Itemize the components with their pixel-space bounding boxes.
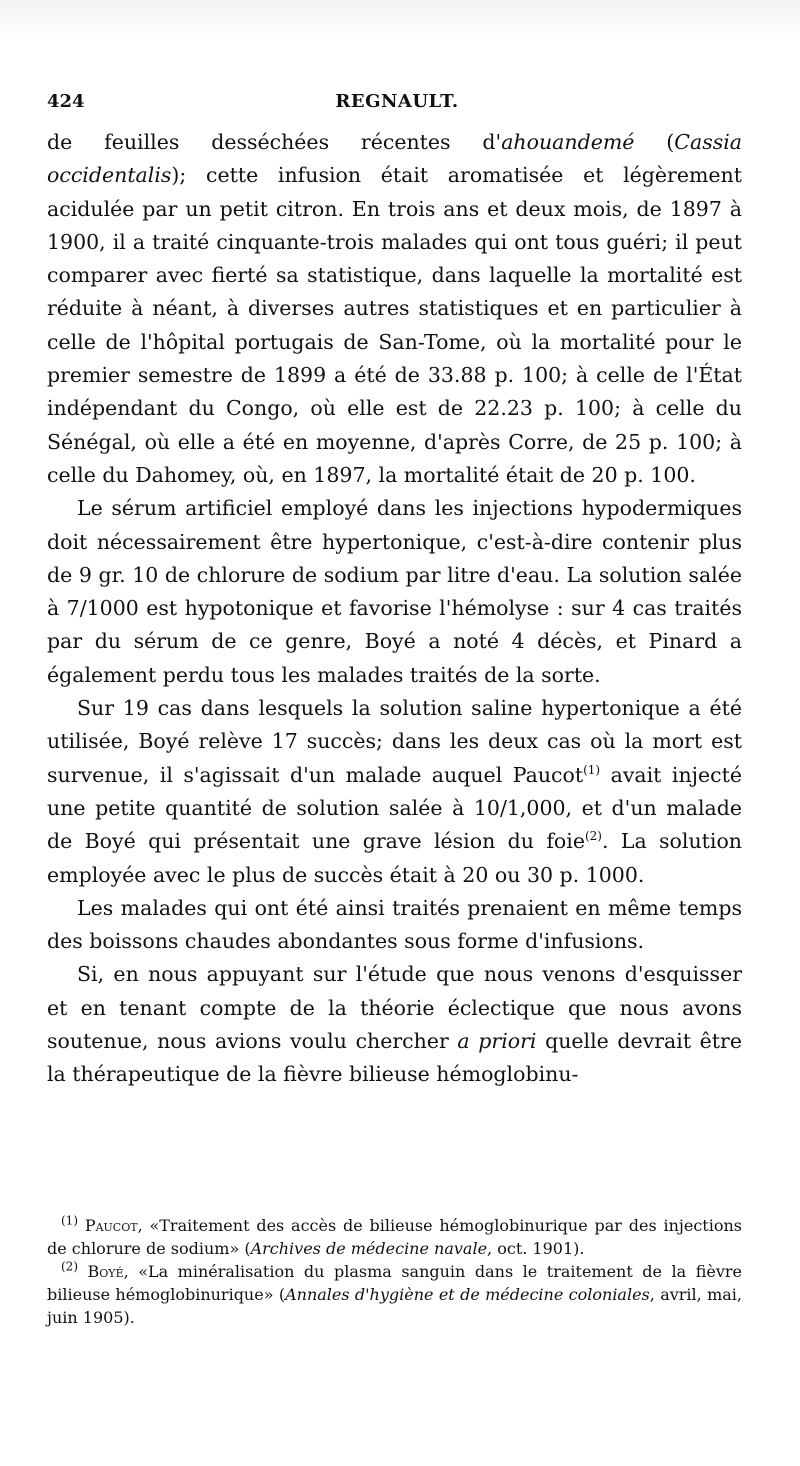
footnote-2	[47, 1260, 742, 1329]
main-text	[47, 126, 742, 1092]
footnotes	[47, 1214, 742, 1329]
paragraph-1-text-e: ); cette infusion était aromatisée et légèrement acidulée par un petit citron. En trois ans et deux mois, de 1897 à 1900, il a traité cinquante-trois malades qui ont tous guéri; il peut comparer avec fierté sa statistique, dans laquelle la mortalité est réduite à néant, à diverses autres statistiques et en particulier à celle de l'hôpital portugais de San-Tome, où la mortalité pour le premier semestre de 1899 a été de 33.88 p. 100; à celle de l'État indépendant du Congo, où elle est de 22.23 p. 100; à celle du Sénégal, où elle a été en moyenne, d'après Corre, de 25 p. 100; à celle du Dahomey, où, en 1897, la mortalité était de 20 p. 100.	[47, 163, 742, 487]
page-number: 424	[47, 91, 85, 112]
paragraph-1-text-c: (	[634, 130, 675, 154]
footnote-1-text-b: , oct. 1901).	[487, 1239, 585, 1258]
term-ahouandeme: ahouandemé	[501, 130, 635, 154]
footnote-2-journal: Annales d'hygiène et de médecine coloniales	[285, 1285, 650, 1304]
paragraph-5-text-a: Si, en nous appuyant sur l'étude que nous venons d'esquisser et en tenant compte de la théorie éclectique que nous avons soutenue, nous avions voulu chercher	[47, 962, 742, 1054]
latin-phrase: a priori	[457, 1029, 537, 1054]
footnote-1-journal: Archives de médecine navale	[250, 1239, 488, 1258]
footnote-ref-1: (1)	[583, 762, 601, 777]
paragraph-3-text-c: . La solution employée avec le plus de succès était à 20 ou 30 p. 1000.	[47, 829, 742, 887]
species-name: Cassia occidentalis	[47, 130, 743, 188]
paragraph-1-text-a: de feuilles desséchées récentes d'	[47, 130, 502, 154]
footnote-1-text-a: , «Traitement des accès de bilieuse hémoglobinurique par des injections de chlorure de sodium» (	[47, 1216, 742, 1258]
footnote-1	[47, 1214, 742, 1260]
footnote-2-number: (2)	[61, 1259, 78, 1274]
footnote-ref-2: (2)	[584, 829, 602, 844]
paragraph-3	[47, 692, 742, 892]
paragraph-5-text-c: quelle devrait être la thérapeutique de la fièvre bilieuse hémoglobinu-	[47, 1029, 742, 1087]
paragraph-5	[47, 958, 742, 1091]
footnote-2-text-a: , «La minéralisation du plasma sanguin dans le traitement de la fièvre bilieuse hémoglobinurique» (	[47, 1262, 742, 1304]
paragraph-3-text-a: Sur 19 cas dans lesquels la solution saline hypertonique a été utilisée, Boyé relève 17 succès; dans les deux cas où la mort est survenue, il s'agissait d'un malade auquel Paucot	[47, 696, 742, 787]
page-header	[47, 91, 747, 117]
paragraph-1	[47, 126, 742, 492]
footnote-2-text-b: , avril, mai, juin 1905).	[47, 1285, 743, 1327]
footnote-2-author: Boyé	[87, 1262, 124, 1281]
footnote-1-number: (1)	[61, 1213, 78, 1228]
footnote-1-author: Paucot	[84, 1216, 138, 1235]
paragraph-3-text-b: avait injecté une petite quantité de solution salée à 10/1,000, et d'un malade de Boyé qui présentait une grave lésion du foie	[47, 762, 743, 854]
running-title: REGNAULT.	[335, 91, 459, 112]
paragraph-2: Le sérum artificiel employé dans les injections hypodermiques doit nécessairement être hypertonique, c'est-à-dire contenir plus de 9 gr. 10 de chlorure de sodium par litre d'eau. La solution salée à 7/1000 est hypotonique et favorise l'hémolyse : sur 4 cas traités par du sérum de ce genre, Boyé a noté 4 décès, et Pinard a également perdu tous les malades traités de la sorte.	[47, 496, 742, 687]
paragraph-4: Les malades qui ont été ainsi traités prenaient en même temps des boissons chaudes abondantes sous forme d'infusions.	[47, 895, 742, 954]
